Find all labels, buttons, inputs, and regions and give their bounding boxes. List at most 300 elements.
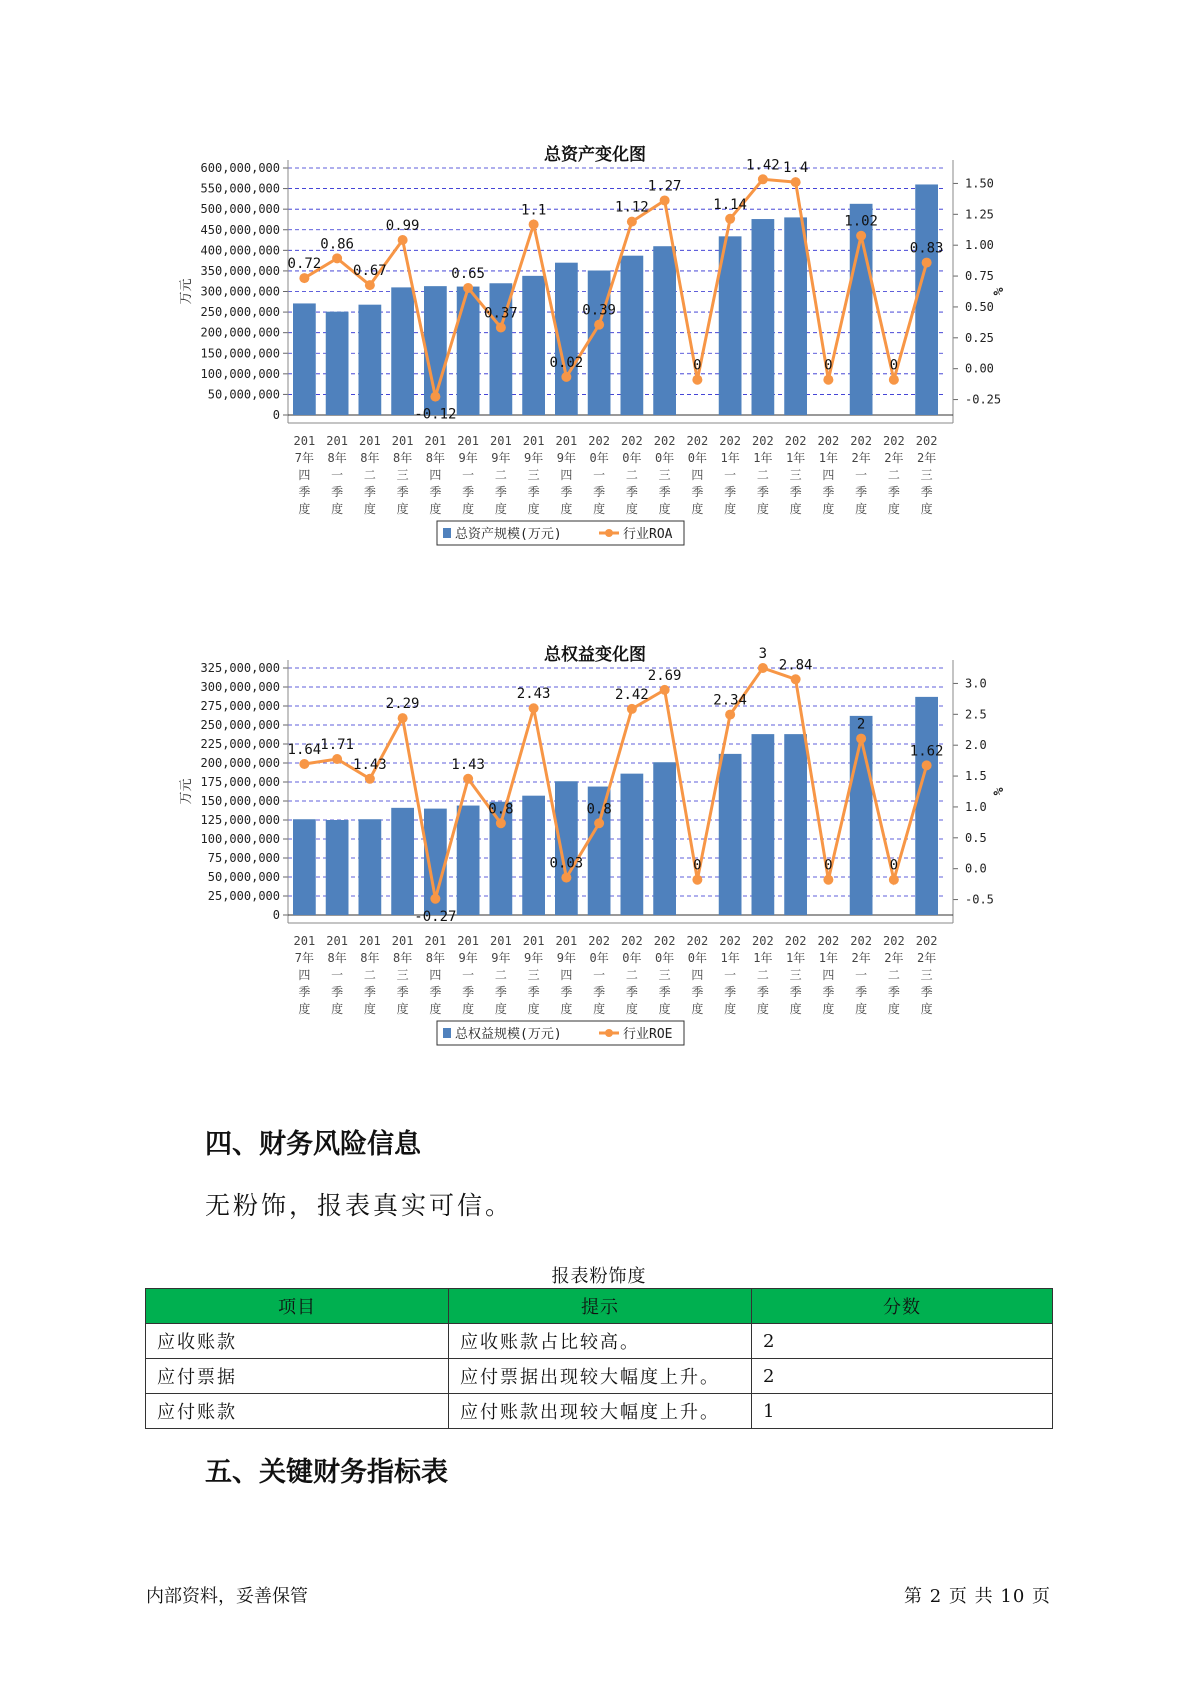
x-tick-label: 202 [752,434,774,448]
x-tick-label: 9年 [556,451,576,465]
x-tick-label: 二 [756,968,769,982]
x-tick-label: 202 [621,934,643,948]
line-point [922,760,932,770]
x-tick-label: 201 [391,434,414,448]
x-tick-label: 202 [784,934,807,948]
data-label: 1.14 [713,196,747,213]
x-tick-label: 三 [658,968,671,982]
x-tick-label: 2年 [851,951,871,965]
line-point [627,704,637,714]
legend-bar-label: 总资产规模(万元) [455,527,562,542]
x-tick-label: 度 [822,1002,835,1016]
x-tick-label: 季 [462,485,475,499]
x-tick-label: 2年 [884,951,904,965]
y-tick-label: 100,000,000 [200,366,280,381]
x-tick-label: 0年 [687,451,707,465]
x-tick-label: 二 [363,468,376,482]
x-tick-label: 季 [494,485,507,499]
y-axis-label: 万元 [179,778,194,805]
line-point [660,685,670,695]
data-label: 0.8 [488,801,514,818]
x-tick-label: 8年 [327,451,347,465]
y2-tick-label: 1.50 [965,176,994,191]
x-tick-label: 度 [756,502,769,516]
line-point [430,392,440,402]
x-tick-label: 7年 [294,451,314,465]
section4-heading: 四、财务风险信息 [205,1129,421,1160]
x-tick-label: 度 [560,1002,573,1016]
y2-tick-label: 0.00 [965,361,994,376]
line-point [692,375,702,385]
x-tick-label: 四 [691,968,704,982]
x-tick-label: 8年 [360,951,380,965]
legend-line-marker [605,529,613,537]
x-tick-label: 8年 [425,951,445,965]
x-tick-label: 二 [887,968,900,982]
x-tick-label: 9年 [524,451,544,465]
x-tick-label: 季 [887,485,900,499]
table-header-row [146,1289,1053,1324]
x-tick-label: 度 [396,502,409,516]
x-tick-label: 7年 [294,951,314,965]
x-tick-label: 度 [527,502,540,516]
x-tick-label: 8年 [360,451,380,465]
y-tick-label: 200,000,000 [200,756,280,770]
x-tick-label: 度 [363,502,376,516]
bar [326,820,349,915]
x-tick-label: 季 [789,985,802,999]
x-tick-label: 季 [363,485,376,499]
line-point [889,375,899,385]
x-tick-label: 202 [915,934,938,948]
legend-line-marker [605,1029,613,1037]
x-tick-label: 2年 [917,451,937,465]
x-tick-label: 四 [429,468,442,482]
y2-tick-label: 1.5 [965,769,987,784]
x-tick-label: 季 [331,485,344,499]
data-label: 1.42 [746,157,780,174]
bar [752,734,775,915]
x-tick-label: 2年 [917,951,937,965]
x-tick-label: 201 [293,934,316,948]
data-label: 0.03 [549,855,584,872]
x-tick-label: 201 [424,434,447,448]
x-tick-label: 度 [331,1002,344,1016]
x-tick-label: 度 [855,502,868,516]
x-tick-label: 0年 [655,951,675,965]
y-tick-label: 75,000,000 [207,851,280,865]
x-tick-label: 度 [756,1002,769,1016]
line-point [889,875,899,885]
data-label: 2.29 [385,696,420,713]
x-tick-label: 度 [625,1002,638,1016]
line-point [398,713,408,723]
x-tick-label: 度 [887,1002,900,1016]
data-label: 1.4 [782,160,809,177]
y-tick-label: 325,000,000 [200,661,280,675]
y-tick-label: 0 [272,408,280,422]
x-tick-label: 季 [756,985,769,999]
x-tick-label: 1年 [753,451,773,465]
x-tick-label: 季 [298,485,311,499]
x-tick-label: 1年 [786,951,806,965]
x-tick-label: 度 [298,1002,311,1016]
footer-confidential: 内部资料，妥善保管 [146,1586,308,1607]
x-tick-label: 202 [817,934,840,948]
x-tick-label: 季 [724,485,737,499]
x-tick-label: 度 [658,1002,671,1016]
x-tick-label: 2年 [851,451,871,465]
legend-line-label: 行业ROA [623,527,673,542]
bar [326,312,349,415]
x-tick-label: 0年 [687,951,707,965]
x-tick-label: 度 [429,502,442,516]
bar [457,287,480,415]
y-tick-label: 275,000,000 [200,699,280,713]
x-tick-label: 季 [331,985,344,999]
y2-tick-label: 3.0 [965,676,987,691]
x-tick-label: 三 [396,468,409,482]
x-tick-label: 季 [593,485,606,499]
line-point [299,759,309,769]
x-tick-label: 季 [396,985,409,999]
x-tick-label: 202 [719,934,741,948]
y2-tick-label: -0.5 [965,892,994,907]
x-tick-label: 三 [527,968,540,982]
y2-tick-label: 1.00 [965,238,994,253]
x-tick-label: 0年 [622,451,642,465]
table-row [146,1324,1053,1359]
data-label: 0 [889,857,899,874]
x-tick-label: 度 [920,502,933,516]
x-tick-label: 季 [363,985,376,999]
footer-page-number: 第 2 页 共 10 页 [904,1586,1051,1607]
x-tick-label: 度 [462,502,475,516]
y2-tick-label: 1.25 [965,207,994,222]
x-tick-label: 202 [883,934,905,948]
x-tick-label: 202 [719,434,741,448]
table-caption: 报表粉饰度 [551,1266,647,1287]
table-cell: 2 [752,1324,1053,1359]
x-tick-label: 1年 [720,951,740,965]
x-tick-label: 三 [396,968,409,982]
x-tick-label: 201 [359,434,381,448]
table-header-cell: 提示 [449,1289,752,1324]
legend-line-label: 行业ROE [623,1027,673,1042]
x-tick-label: 季 [593,985,606,999]
y-tick-label: 225,000,000 [200,737,280,751]
data-label: 0 [693,357,702,374]
x-tick-label: 0年 [622,951,642,965]
bar [457,806,480,915]
table-cell: 应收账款占比较高。 [449,1324,752,1359]
x-tick-label: 季 [625,485,638,499]
x-tick-label: 202 [653,434,676,448]
line-point [463,774,473,784]
y2-tick-label: 0.0 [965,861,987,876]
line-point [561,372,571,382]
x-tick-label: 202 [686,434,709,448]
bar [555,781,578,915]
table-cell: 2 [752,1359,1053,1394]
table-header-cell: 分数 [752,1289,1053,1324]
line-point [332,754,342,764]
x-tick-label: 季 [658,985,671,999]
x-tick-label: 季 [298,985,311,999]
x-tick-label: 一 [462,968,475,982]
x-tick-label: 季 [527,985,540,999]
line-point [791,674,801,684]
line-point [627,217,637,227]
y-tick-label: 350,000,000 [200,263,280,278]
data-label: 0.86 [320,236,354,253]
x-tick-label: 四 [429,968,442,982]
line-point [856,231,866,241]
data-label: 1.1 [520,202,547,219]
line-point [922,258,932,268]
x-tick-label: 0年 [589,951,609,965]
x-tick-label: 一 [593,968,606,982]
x-tick-label: 季 [920,485,933,499]
line-point [823,875,833,885]
x-tick-label: 季 [756,485,769,499]
y2-tick-label: 2.5 [965,707,987,722]
y-tick-label: 175,000,000 [200,775,280,789]
x-tick-label: 202 [850,934,872,948]
line-point [725,710,735,720]
bar [588,271,611,415]
x-tick-label: 二 [494,468,507,482]
line-point [594,818,604,828]
x-tick-label: 0年 [589,451,609,465]
x-tick-label: 202 [588,434,610,448]
bar [653,762,676,915]
x-tick-label: 8年 [393,451,413,465]
data-label: 0.8 [586,801,612,818]
total-assets-chart-svg [150,158,1040,598]
x-tick-label: 四 [822,468,835,482]
x-tick-label: 度 [658,502,671,516]
table-cell: 应付票据 [146,1359,449,1394]
x-tick-label: 度 [724,502,737,516]
table-cell: 1 [752,1394,1053,1429]
x-tick-label: 一 [331,468,344,482]
x-tick-label: 季 [789,485,802,499]
x-tick-label: 9年 [491,451,511,465]
x-tick-label: 度 [724,1002,737,1016]
x-tick-label: 一 [331,968,344,982]
section4-text: 无粉饰，报表真实可信。 [205,1191,514,1220]
y-tick-label: 300,000,000 [200,680,280,694]
x-tick-label: 季 [658,485,671,499]
total-equity-chart [150,640,1040,1090]
y-tick-label: 50,000,000 [207,870,280,884]
x-tick-label: 季 [855,985,868,999]
data-label: 1.27 [647,178,682,195]
y-tick-label: 450,000,000 [200,222,280,237]
x-tick-label: 三 [920,468,933,482]
x-tick-label: 201 [490,434,512,448]
data-label: 0.99 [385,217,420,234]
bar [653,246,676,415]
x-tick-label: 四 [691,468,704,482]
line-point [791,177,801,187]
table-row [146,1359,1053,1394]
x-tick-label: 四 [298,968,311,982]
x-tick-label: 三 [920,968,933,982]
x-tick-label: 1年 [753,951,773,965]
risk-table [145,1288,1053,1429]
line-point [332,253,342,263]
x-tick-label: 一 [462,468,475,482]
x-tick-label: 度 [560,502,573,516]
x-tick-label: 度 [887,502,900,516]
chart-title: 总资产变化图 [544,145,646,165]
legend-bar-label: 总权益规模(万元) [455,1027,562,1042]
x-tick-label: 二 [363,968,376,982]
table-cell: 应收账款 [146,1324,449,1359]
x-tick-label: 201 [293,434,316,448]
x-tick-label: 一 [855,468,868,482]
y-tick-label: 150,000,000 [200,346,280,361]
x-tick-label: 三 [789,968,802,982]
bar [293,303,316,415]
y2-axis-label: % [992,287,1007,296]
data-label: 1.43 [451,756,485,773]
x-tick-label: 1年 [818,951,838,965]
y-tick-label: 150,000,000 [200,794,280,808]
x-tick-label: 一 [724,968,737,982]
x-tick-label: 季 [527,485,540,499]
total-assets-chart [150,140,1040,590]
table-row [146,1394,1053,1429]
x-tick-label: 季 [887,985,900,999]
line-point [692,875,702,885]
x-tick-label: 一 [724,468,737,482]
x-tick-label: 四 [560,468,573,482]
y-tick-label: 500,000,000 [200,202,280,217]
x-tick-label: 度 [625,502,638,516]
data-label: 0 [889,357,899,374]
x-tick-label: 202 [850,434,872,448]
data-label: 3 [758,646,768,662]
data-label: 0 [824,357,833,374]
x-tick-label: 201 [457,434,479,448]
data-label: 1.71 [320,737,354,754]
x-tick-label: 季 [855,485,868,499]
bar [293,819,316,915]
x-tick-label: 三 [658,468,671,482]
x-tick-label: 202 [686,934,709,948]
line-point [758,174,768,184]
table-cell: 应付账款 [146,1394,449,1429]
data-label: 1.62 [909,743,944,760]
y2-tick-label: 0.25 [965,330,994,345]
x-tick-label: 二 [625,468,638,482]
y2-tick-label: 0.75 [965,269,994,284]
y-axis-label: 万元 [179,278,194,305]
x-tick-label: 度 [331,502,344,516]
bar [621,774,644,915]
x-tick-label: 季 [920,985,933,999]
x-tick-label: 度 [396,1002,409,1016]
y2-tick-label: 0.50 [965,299,994,314]
x-tick-label: 202 [621,434,643,448]
line-point [463,283,473,293]
x-tick-label: 9年 [556,951,576,965]
data-label: 1.02 [844,213,878,230]
line-point [594,320,604,330]
x-tick-label: 一 [593,468,606,482]
x-tick-label: 三 [789,468,802,482]
line-point [529,703,539,713]
y-tick-label: 25,000,000 [207,889,280,903]
y-tick-label: 400,000,000 [200,243,280,258]
line-point [496,322,506,332]
x-tick-label: 度 [593,1002,606,1016]
y2-tick-label: 0.5 [965,830,987,845]
y-tick-label: 50,000,000 [207,387,280,402]
y-tick-label: 125,000,000 [200,813,280,827]
x-tick-label: 四 [560,968,573,982]
x-tick-label: 度 [593,502,606,516]
x-tick-label: 0年 [655,451,675,465]
x-tick-label: 201 [326,934,348,948]
data-label: 0.02 [549,354,584,371]
x-tick-label: 201 [326,434,348,448]
bar [752,219,775,415]
line-point [660,195,670,205]
y2-tick-label: -0.25 [965,392,1002,407]
bar [391,808,414,915]
x-tick-label: 度 [494,502,507,516]
x-tick-label: 202 [817,434,840,448]
data-label: -0.12 [414,406,457,423]
y2-tick-label: 1.0 [965,799,987,814]
x-tick-label: 季 [822,485,835,499]
bar [784,217,807,415]
y-tick-label: 600,000,000 [200,161,280,175]
x-tick-label: 季 [691,985,704,999]
data-label: 2.42 [615,686,649,703]
x-tick-label: 度 [789,1002,802,1016]
x-tick-label: 度 [527,1002,540,1016]
y-tick-label: 550,000,000 [200,181,280,196]
x-tick-label: 202 [784,434,807,448]
x-tick-label: 二 [887,468,900,482]
x-tick-label: 季 [822,985,835,999]
table-cell: 应付账款出现较大幅度上升。 [449,1394,752,1429]
x-tick-label: 2年 [884,451,904,465]
x-tick-label: 度 [691,502,704,516]
line-point [725,214,735,224]
legend-bar-swatch [443,528,451,538]
x-tick-label: 1年 [786,451,806,465]
bar [719,754,742,915]
bar [522,276,545,415]
x-tick-label: 季 [560,485,573,499]
legend-bar-swatch [443,1028,451,1038]
y2-tick-label: 2.0 [965,738,987,753]
bar [915,184,938,415]
x-tick-label: 9年 [458,451,478,465]
line-point [496,818,506,828]
line-point [856,734,866,744]
x-tick-label: 1年 [720,451,740,465]
bar [359,305,382,415]
bar [850,716,873,915]
x-tick-label: 度 [920,1002,933,1016]
